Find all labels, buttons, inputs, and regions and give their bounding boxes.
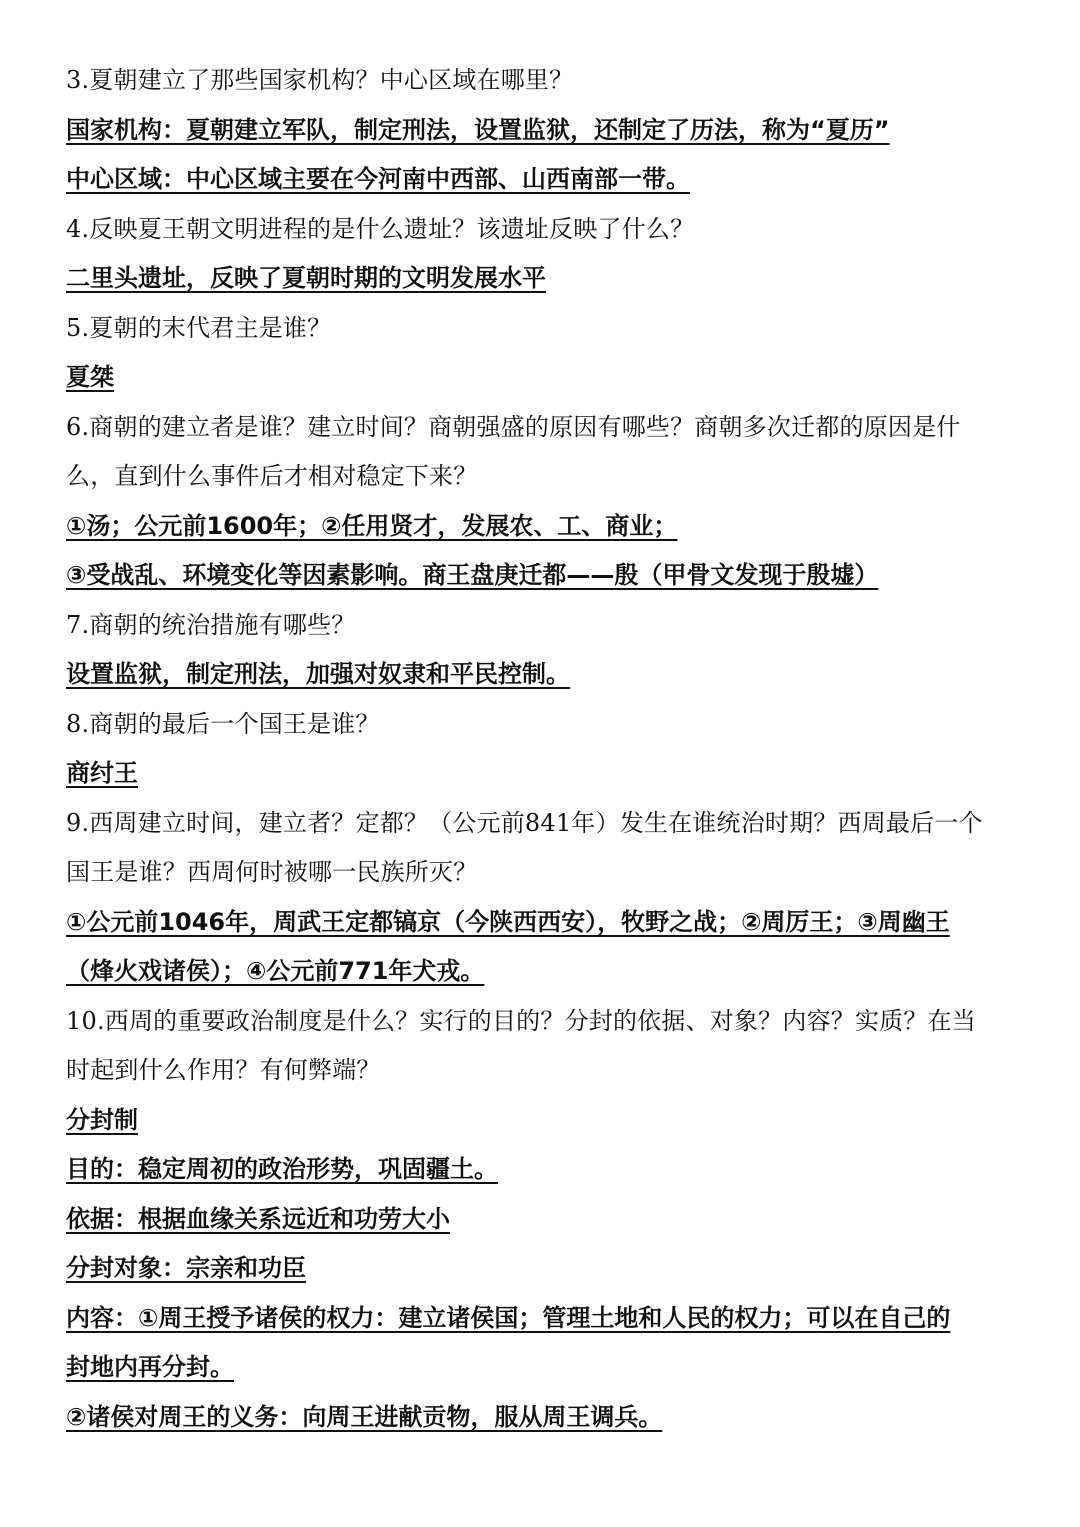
question-line: 时起到什么作用？有何弊端？	[66, 1056, 381, 1084]
answer-line: ①汤；公元前1600年；②任用贤才，发展农、工、商业；	[66, 511, 678, 540]
answer-line: 分封对象：宗亲和功臣	[66, 1254, 306, 1282]
answer-line: ③受战乱、环境变化等因素影响。商王盘庚迁都——殷（甲骨文发现于殷墟）	[66, 561, 879, 589]
answer-line: 夏桀	[66, 363, 114, 391]
answer-line: 封地内再分封。	[66, 1353, 234, 1381]
document-page	[66, 56, 1011, 1442]
answer-line: （烽火戏诸侯）；④公元前771年犬戎。	[66, 957, 485, 985]
question-line: 5.夏朝的末代君主是谁？	[66, 313, 332, 342]
answer-line: 二里头遗址，反映了夏朝时期的文明发展水平	[66, 264, 546, 292]
answer-line: ①公元前1046年，周武王定都镐京（今陕西西安），牧野之战；②周厉王；③周幽王	[66, 907, 950, 936]
question-line: 国王是谁？西周何时被哪一民族所灭？	[66, 858, 478, 886]
question-line: 3.夏朝建立了那些国家机构？中心区域在哪里？	[66, 66, 574, 94]
answer-line: 国家机构：夏朝建立军队，制定刑法，设置监狱，还制定了历法，称为“夏历”	[66, 115, 890, 144]
answer-line: 分封制	[66, 1105, 138, 1134]
answer-line: 内容：①周王授予诸侯的权力：建立诸侯国；管理土地和人民的权力；可以在自己的	[66, 1303, 951, 1332]
answer-line: ②诸侯对周王的义务：向周王进献贡物，服从周王调兵。	[66, 1402, 663, 1431]
question-line: 8.商朝的最后一个国王是谁？	[66, 709, 380, 738]
question-line: 10.西周的重要政治制度是什么？实行的目的？分封的依据、对象？内容？实质？在当	[66, 1006, 976, 1035]
answer-line: 依据：根据血缘关系远近和功劳大小	[66, 1204, 450, 1233]
answer-line: 中心区域：中心区域主要在今河南中西部、山西南部一带。	[66, 165, 690, 193]
question-line: 6.商朝的建立者是谁？建立时间？商朝强盛的原因有哪些？商朝多次迁都的原因是什	[66, 412, 961, 441]
question-line: 9.西周建立时间，建立者？定都？（公元前841年）发生在谁统治时期？西周最后一个	[66, 808, 983, 837]
question-line: 么，直到什么事件后才相对稳定下来？	[66, 462, 478, 490]
question-line: 7.商朝的统治措施有哪些？	[66, 610, 356, 639]
answer-line: 设置监狱，制定刑法，加强对奴隶和平民控制。	[66, 660, 570, 688]
question-line: 4.反映夏王朝文明进程的是什么遗址？该遗址反映了什么？	[66, 214, 695, 243]
answer-line: 商纣王	[66, 759, 138, 787]
answer-line: 目的：稳定周初的政治形势，巩固疆土。	[66, 1155, 498, 1183]
